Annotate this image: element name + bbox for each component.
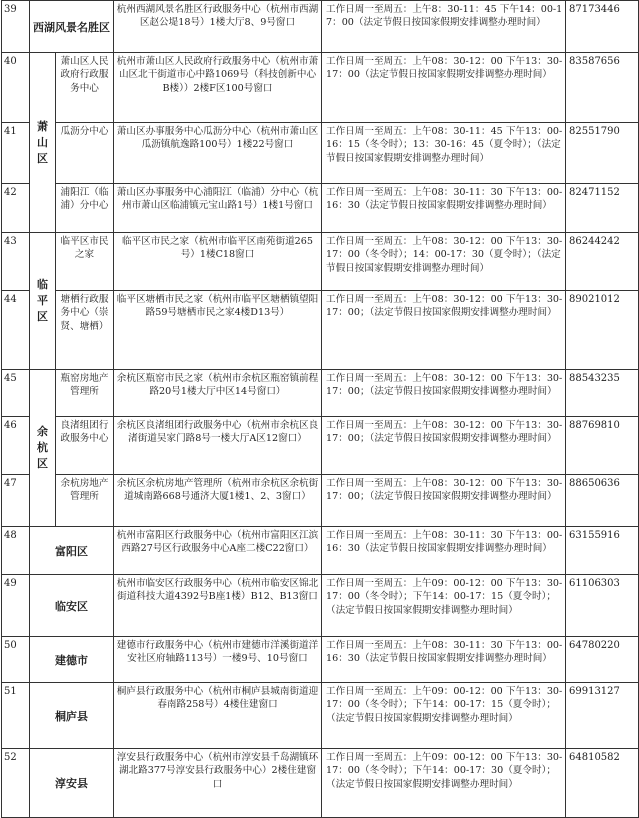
address-cell: 杭州市萧山区人民政府行政服务中心（杭州市萧山区北干街道市心中路1069号（科技创新中心B楼））2楼F区100号窗口 [114,53,322,123]
phone-cell: 64810582 [566,749,639,818]
table-row [2,575,639,637]
unit-cell: 塘栖行政服务中心（崇贤、塘栖） [56,291,114,370]
unit-cell: 浦阳江（临浦）分中心 [56,184,114,233]
hours-cell: 工作日周一至周五：上午09：00-12：00 下午13：30-17：00（冬令时）；下午14：00-17：15（夏令时）；（法定节假日按国家假期安排调整办理时间） [322,683,566,749]
address-cell: 余杭区瓶窑市民之家（杭州市余杭区瓶窑镇前程路20号1楼大厅中区14号窗口） [114,370,322,417]
row-number: 42 [2,184,30,233]
hours-cell: 工作日周一至周五：上午08：30-12：00 下午13：30-17：00；（法定节假日按国家假期安排调整办理时间） [322,370,566,417]
phone-cell: 89021012 [566,291,639,370]
hours-cell: 工作日周一至周五：上午08：30-12：00 下午13：30-17：00（法定节假日按国家假期安排调整办理时间） [322,53,566,123]
address-cell: 建德市行政服务中心（杭州市建德市洋溪街道洋安社区府轴路113号）一楼9号、10号窗口 [114,637,322,683]
address-cell: 余杭区良渚组团行政服务中心（杭州市余杭区良渚街道吴家门路8号一楼大厅A区12窗口） [114,417,322,475]
phone-cell: 69913127 [566,683,639,749]
service-center-table [1,0,639,818]
phone-cell: 61106303 [566,575,639,637]
table-row [2,123,639,184]
district-cell: 临平区 [30,233,56,370]
table-row [2,370,639,417]
hours-cell: 工作日周一至周五：上午08：30-11：30 下午13：00-16：30（法定节假日按国家假期安排调整办理时间） [322,637,566,683]
unit-cell: 瓶窑房地产管理所 [56,370,114,417]
address-cell: 桐庐县行政服务中心（杭州市桐庐县城南街道迎春南路258号）4楼住建窗口 [114,683,322,749]
hours-cell: 工作日周一至周五：上午08：30-12：00 下午13：30-17：00；（法定节假日按国家假期安排调整办理时间） [322,475,566,527]
row-number: 49 [2,575,30,637]
table-row [2,184,639,233]
district-cell: 富阳区 [30,527,114,575]
unit-cell: 萧山区人民政府行政服务中心 [56,53,114,123]
district-cell: 桐庐县 [30,683,114,749]
address-cell: 萧山区办事服务中心浦阳江（临浦）分中心（杭州市萧山区临浦镇元宝山路1号）1楼1号窗口 [114,184,322,233]
table-row [2,233,639,291]
row-number: 40 [2,53,30,123]
hours-cell: 工作日周一至周五：上午08：30-11：45 下午13：00-16：15（冬令时）；13：30-16：45（夏令时）；（法定节假日按国家假期安排调整办理时间） [322,123,566,184]
phone-cell: 88650636 [566,475,639,527]
row-number: 48 [2,527,30,575]
phone-cell: 63155916 [566,527,639,575]
phone-cell: 87173446 [566,1,639,53]
address-cell: 临平区市民之家（杭州市临平区南苑街道265号）1楼C18窗口 [114,233,322,291]
unit-cell: 良渚组团行政服务中心 [56,417,114,475]
row-number: 47 [2,475,30,527]
phone-cell: 88543235 [566,370,639,417]
phone-cell: 82471152 [566,184,639,233]
hours-cell: 工作日周一至周五：上午08：30-12：00 下午13：30-17：00；（法定节假日按国家假期安排调整办理时间） [322,291,566,370]
table-row [2,417,639,475]
phone-cell: 86244242 [566,233,639,291]
row-number: 43 [2,233,30,291]
address-cell: 杭州市富阳区行政服务中心（杭州市富阳区江滨西路27号区行政服务中心A座二楼C22窗口） [114,527,322,575]
hours-cell: 工作日周一至周五：上午08：30-11：30 下午13：00-16：30（法定节假日按国家假期安排调整办理时间） [322,527,566,575]
row-number: 50 [2,637,30,683]
address-cell: 萧山区办事服务中心瓜沥分中心（杭州市萧山区瓜沥镇航逸路100号）1楼22号窗口 [114,123,322,184]
phone-cell: 82551790 [566,123,639,184]
hours-cell: 工作日周一至周五：上午08：30-12：00 下午13：30-17：00；（法定节假日按国家假期安排调整办理时间） [322,417,566,475]
hours-cell: 工作日周一至周五：上午08：30-11：30 下午13：00-16：30（法定节假日按国家假期安排调整办理时间） [322,184,566,233]
row-number: 41 [2,123,30,184]
district-cell: 余杭区 [30,370,56,527]
address-cell: 临平区塘栖市民之家（杭州市临平区塘栖镇望阳路59号塘栖市民之家4楼D13号） [114,291,322,370]
unit-cell: 临平区市民之家 [56,233,114,291]
address-cell: 淳安县行政服务中心（杭州市淳安县千岛湖镇环湖北路377号淳安县行政服务中心）2楼住建窗口 [114,749,322,818]
row-number: 51 [2,683,30,749]
table-row [2,1,639,53]
district-cell: 淳安县 [30,749,114,818]
unit-cell: 瓜沥分中心 [56,123,114,184]
hours-cell: 工作日周一至周五：上午8：30-11：45 下午14：00-17：00（法定节假日按国家假期安排调整办理时间） [322,1,566,53]
table-row [2,637,639,683]
district-cell: 临安区 [30,575,114,637]
address-cell: 杭州市临安区行政服务中心（杭州市临安区锦北街道科技大道4392号B座1楼）B12、B13窗口 [114,575,322,637]
row-number: 46 [2,417,30,475]
district-cell: 建德市 [30,637,114,683]
district-cell: 萧山区 [30,53,56,233]
hours-cell: 工作日周一至周五：上午09：00-12：00 下午13：30-17：00（冬令时）；下午14：00-17：30（夏令时）；（法定节假日按国家假期安排调整办理时间） [322,749,566,818]
hours-cell: 工作日周一至周五：上午09：00-12：00 下午13：30-17：00（冬令时）；下午14：00-17：15（夏令时）；（法定节假日按国家假期安排调整办理时间） [322,575,566,637]
table-row [2,749,639,818]
phone-cell: 88769810 [566,417,639,475]
address-cell: 余杭区余杭房地产管理所（杭州市余杭区余杭街道城南路668号通济大厦1楼1、2、3窗口） [114,475,322,527]
row-number: 52 [2,749,30,818]
hours-cell: 工作日周一至周五：上午08：30-12：00 下午13：30-17：00（冬令时）；14：00-17：30（夏令时）；（法定节假日按国家假期安排调整办理时间） [322,233,566,291]
table-row [2,475,639,527]
row-number: 39 [2,1,30,53]
address-cell: 杭州西湖风景名胜区行政服务中心（杭州市西湖区赵公堤18号）1楼大厅8、9号窗口 [114,1,322,53]
unit-cell: 余杭房地产管理所 [56,475,114,527]
row-number: 44 [2,291,30,370]
phone-cell: 64780220 [566,637,639,683]
table-row [2,53,639,123]
table-row [2,527,639,575]
table-row [2,291,639,370]
district-cell: 西湖风景名胜区 [30,1,114,53]
row-number: 45 [2,370,30,417]
phone-cell: 83587656 [566,53,639,123]
table-row [2,683,639,749]
